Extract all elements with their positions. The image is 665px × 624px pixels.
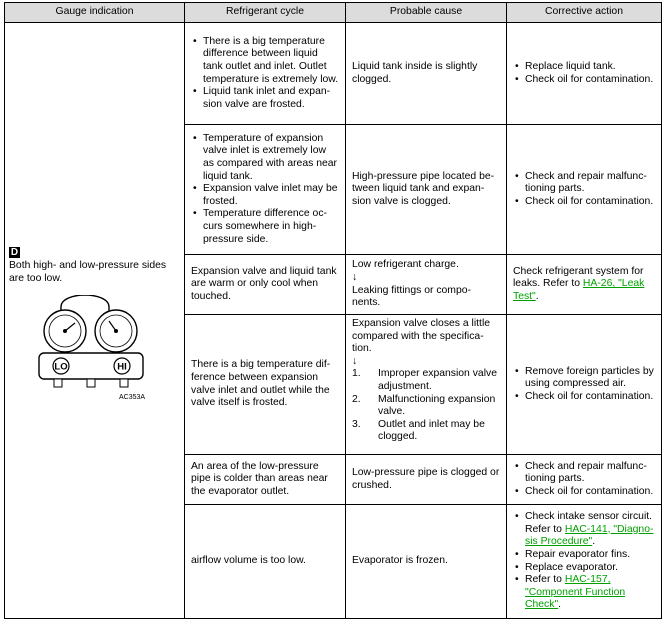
row1-cause: Liquid tank inside is slightly clogged. <box>346 23 507 125</box>
header-gauge: Gauge indication <box>5 3 185 23</box>
list-item: • There is a big temperature difference between liquid tank outlet and inlet. Outlet temperature is extremely low. <box>191 36 339 86</box>
gauge-cell <box>5 23 185 619</box>
cause-text: Expansion valve closes a little compared with the specifica- tion. <box>352 318 491 355</box>
action-end: . <box>535 290 539 302</box>
down-arrow-icon: ↓ <box>352 271 358 283</box>
list-item: • Temperature of expansion valve inlet is extremely low as compared with areas near liquid tank. <box>191 133 339 183</box>
list-item: • Check oil for contamination. <box>513 196 655 209</box>
row2-cycle <box>185 125 346 255</box>
row3-cycle: Expansion valve and liquid tank are warm or only cool when touched. <box>185 255 346 315</box>
list-item: • Check intake sensor circuit. Refer to HAC-141, "Diagno- sis Procedure". <box>513 511 655 549</box>
header-row <box>5 3 662 23</box>
marker-d: D <box>10 247 19 258</box>
lo-label: LO <box>54 361 68 373</box>
list-item: 3. Outlet and inlet may be clogged. <box>352 418 485 443</box>
row4-cause <box>346 315 507 455</box>
down-arrow-icon: ↓ <box>352 355 358 367</box>
row6-cause: Evaporator is frozen. <box>346 505 507 619</box>
table-row <box>5 23 662 125</box>
list-item: 2. Malfunctioning expansion valve. <box>352 393 496 418</box>
hi-label: HI <box>117 361 127 373</box>
list-item: • Check and repair malfunc- tioning parts. <box>513 171 655 196</box>
cause-text: Low refrigerant charge. <box>352 259 459 271</box>
row5-cycle: An area of the low-pressure pipe is colder than areas near the evaporator outlet. <box>185 455 346 505</box>
list-item: • Repair evaporator fins. <box>513 549 655 562</box>
diagnosis-table <box>4 2 662 619</box>
link-hac-157-component-function-check[interactable]: HAC-157, "Component Function Check" <box>525 574 626 611</box>
header-action: Corrective action <box>507 3 662 23</box>
gauge-text: Both high- and low-pressure sides are too low. <box>9 260 167 284</box>
list-item: • Temperature difference oc- curs somewhere in high- pressure side. <box>191 208 339 246</box>
row2-cause: High-pressure pipe located be- tween liquid tank and expan- sion valve is clogged. <box>346 125 507 255</box>
row4-action <box>507 315 662 455</box>
list-item: • Check and repair malfunc- tioning parts. <box>513 461 655 486</box>
list-item: • Remove foreign particles by using compressed air. <box>513 366 655 391</box>
cause-text: Leaking fittings or compo- nents. <box>352 284 471 309</box>
row1-action <box>507 23 662 125</box>
row6-cycle: airflow volume is too low. <box>185 505 346 619</box>
row6-action <box>507 505 662 619</box>
link-hac-141-diagnosis-procedure[interactable]: HAC-141, "Diagno- sis Procedure" <box>525 523 654 548</box>
gauge-manifold-icon <box>21 295 171 405</box>
header-cause: Probable cause <box>346 3 507 23</box>
row1-cycle <box>185 23 346 125</box>
row3-action <box>507 255 662 315</box>
header-cycle: Refrigerant cycle <box>185 3 346 23</box>
figure-code: AC353A <box>119 394 146 402</box>
row2-action <box>507 125 662 255</box>
row4-cycle: There is a big temperature dif- ference between expansion valve inlet and outlet while the valve itself is frosted. <box>185 315 346 455</box>
list-item: • Check oil for contamination. <box>513 74 655 87</box>
list-item: • Refer to HAC-157, "Component Function Check". <box>513 574 655 612</box>
link-ha-26-leak-test[interactable]: HA-26, "Leak Test" <box>513 278 645 302</box>
list-item: 1. Improper expansion valve adjustment. <box>352 368 497 392</box>
list-item: • Check oil for contamination. <box>513 486 655 499</box>
list-item: • Check oil for contamination. <box>513 391 655 404</box>
row3-cause <box>346 255 507 315</box>
action-text: Check refrigerant system for leaks. Refer to <box>513 265 644 290</box>
list-item: • Expansion valve inlet may be frosted. <box>191 183 339 208</box>
row5-action <box>507 455 662 505</box>
list-item: • Liquid tank inlet and expan- sion valve are frosted. <box>191 86 339 111</box>
list-item: • Replace evaporator. <box>513 562 655 575</box>
row5-cause: Low-pressure pipe is clogged or crushed. <box>346 455 507 505</box>
list-item: • Replace liquid tank. <box>513 61 655 74</box>
